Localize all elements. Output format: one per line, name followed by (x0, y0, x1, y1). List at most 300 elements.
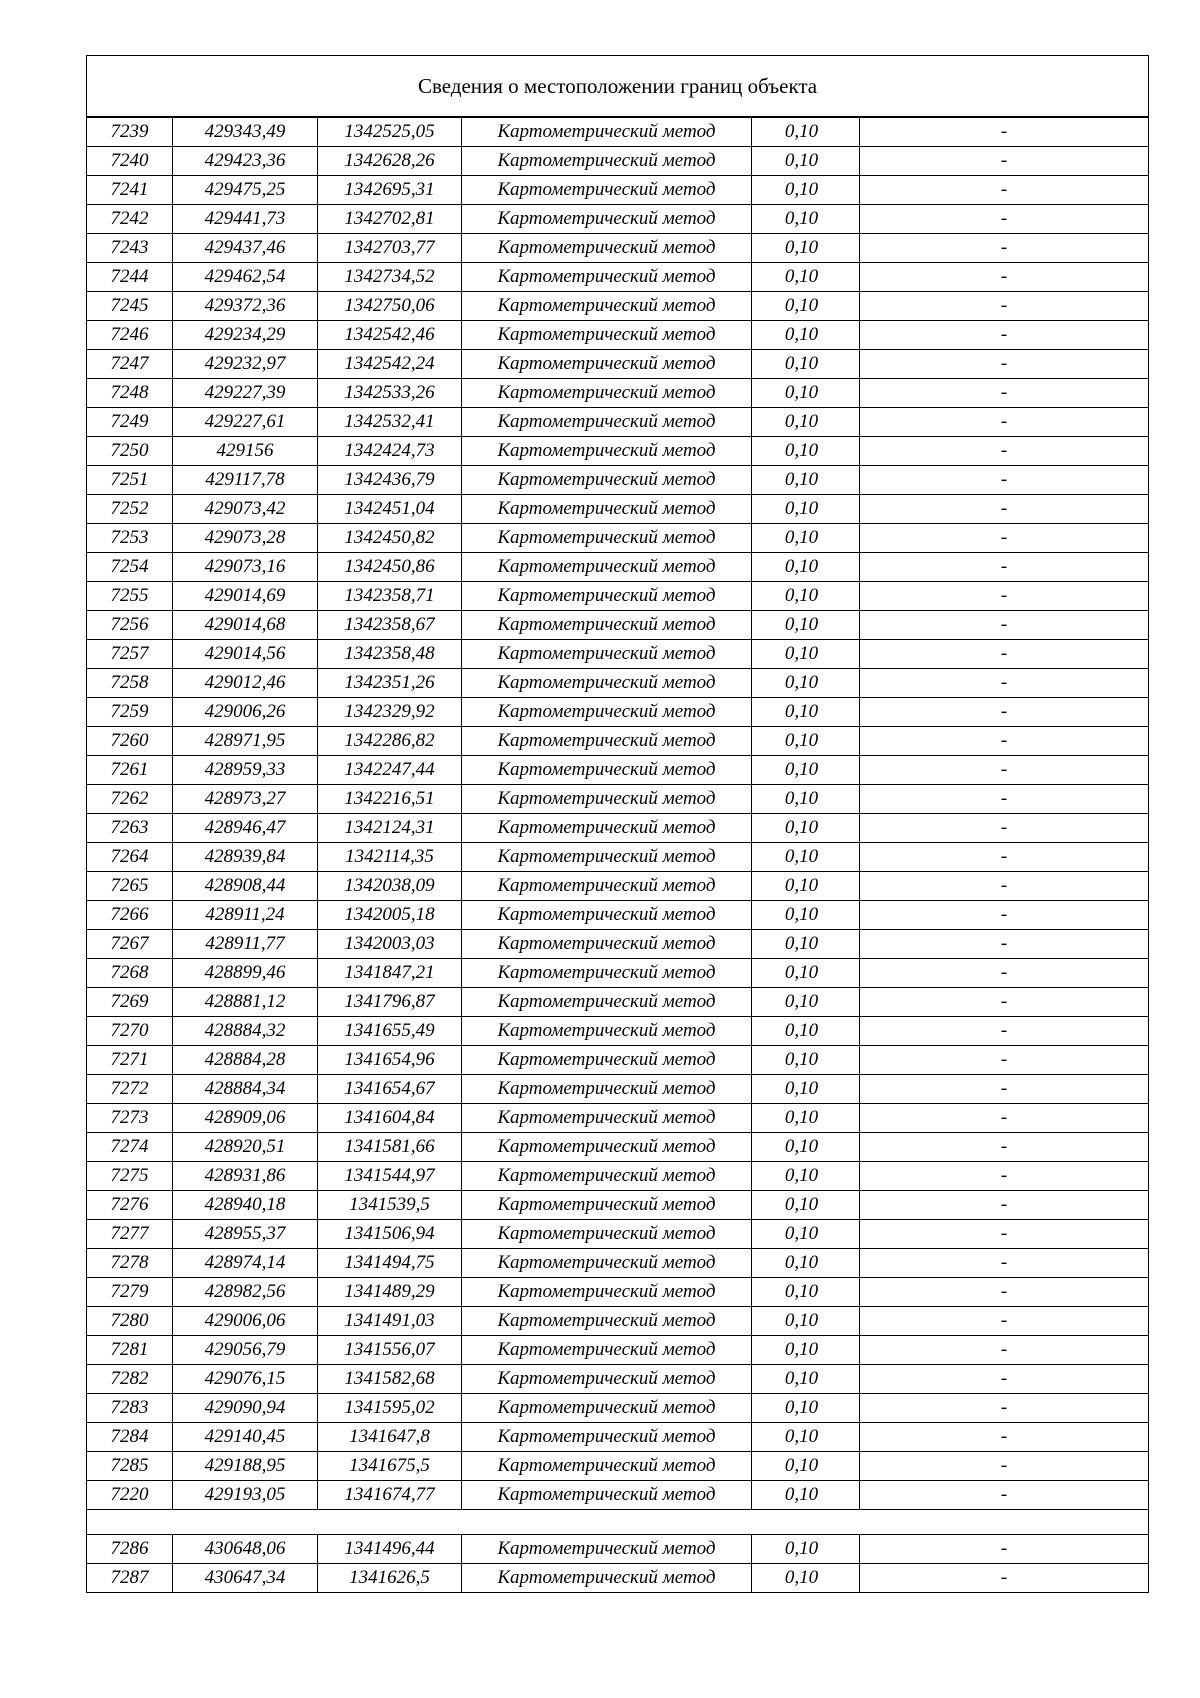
description-cell: - (860, 872, 1149, 901)
x-coordinate-cell: 428911,77 (173, 930, 318, 959)
y-coordinate-cell: 1342533,26 (318, 379, 462, 408)
x-coordinate-cell: 428940,18 (173, 1191, 318, 1220)
x-coordinate-cell: 429073,28 (173, 524, 318, 553)
table-row (87, 1017, 1149, 1046)
point-number-cell: 7246 (87, 321, 173, 350)
method-cell: Картометрический метод (462, 495, 752, 524)
method-cell: Картометрический метод (462, 1336, 752, 1365)
accuracy-cell: 0,10 (752, 1133, 860, 1162)
table-row (87, 1046, 1149, 1075)
point-number-cell: 7278 (87, 1249, 173, 1278)
accuracy-cell: 0,10 (752, 495, 860, 524)
description-cell: - (860, 698, 1149, 727)
point-number-cell: 7271 (87, 1046, 173, 1075)
x-coordinate-cell: 429227,61 (173, 408, 318, 437)
method-cell: Картометрический метод (462, 1133, 752, 1162)
method-cell: Картометрический метод (462, 640, 752, 669)
y-coordinate-cell: 1342450,86 (318, 553, 462, 582)
accuracy-cell: 0,10 (752, 234, 860, 263)
method-cell: Картометрический метод (462, 669, 752, 698)
table-title: Сведения о местоположении границ объекта (87, 56, 1149, 118)
accuracy-cell: 0,10 (752, 582, 860, 611)
x-coordinate-cell: 428939,84 (173, 843, 318, 872)
method-cell: Картометрический метод (462, 553, 752, 582)
table-row (87, 930, 1149, 959)
description-cell: - (860, 785, 1149, 814)
point-number-cell: 7243 (87, 234, 173, 263)
accuracy-cell: 0,10 (752, 1564, 860, 1593)
x-coordinate-cell: 428971,95 (173, 727, 318, 756)
x-coordinate-cell: 430648,06 (173, 1535, 318, 1564)
y-coordinate-cell: 1342734,52 (318, 263, 462, 292)
accuracy-cell: 0,10 (752, 640, 860, 669)
description-cell: - (860, 205, 1149, 234)
table-row (87, 988, 1149, 1017)
accuracy-cell: 0,10 (752, 263, 860, 292)
point-number-cell: 7274 (87, 1133, 173, 1162)
accuracy-cell: 0,10 (752, 176, 860, 205)
description-cell: - (860, 814, 1149, 843)
point-number-cell: 7270 (87, 1017, 173, 1046)
accuracy-cell: 0,10 (752, 292, 860, 321)
table-row (87, 1249, 1149, 1278)
point-number-cell: 7273 (87, 1104, 173, 1133)
x-coordinate-cell: 428973,27 (173, 785, 318, 814)
description-cell: - (860, 1191, 1149, 1220)
method-cell: Картометрический метод (462, 756, 752, 785)
table-row (87, 1162, 1149, 1191)
accuracy-cell: 0,10 (752, 379, 860, 408)
point-number-cell: 7281 (87, 1336, 173, 1365)
table-row (87, 611, 1149, 640)
point-number-cell: 7249 (87, 408, 173, 437)
method-cell: Картометрический метод (462, 292, 752, 321)
y-coordinate-cell: 1342351,26 (318, 669, 462, 698)
accuracy-cell: 0,10 (752, 321, 860, 350)
y-coordinate-cell: 1341626,5 (318, 1564, 462, 1593)
y-coordinate-cell: 1341647,8 (318, 1423, 462, 1452)
table-row (87, 466, 1149, 495)
method-cell: Картометрический метод (462, 698, 752, 727)
accuracy-cell: 0,10 (752, 1191, 860, 1220)
y-coordinate-cell: 1341556,07 (318, 1336, 462, 1365)
y-coordinate-cell: 1342695,31 (318, 176, 462, 205)
point-number-cell: 7276 (87, 1191, 173, 1220)
table-body (87, 117, 1149, 1593)
point-number-cell: 7280 (87, 1307, 173, 1336)
accuracy-cell: 0,10 (752, 408, 860, 437)
accuracy-cell: 0,10 (752, 1423, 860, 1452)
y-coordinate-cell: 1342286,82 (318, 727, 462, 756)
x-coordinate-cell: 428946,47 (173, 814, 318, 843)
method-cell: Картометрический метод (462, 263, 752, 292)
point-number-cell: 7279 (87, 1278, 173, 1307)
table-row (87, 553, 1149, 582)
accuracy-cell: 0,10 (752, 1307, 860, 1336)
y-coordinate-cell: 1342038,09 (318, 872, 462, 901)
table-row (87, 1481, 1149, 1510)
accuracy-cell: 0,10 (752, 147, 860, 176)
description-cell: - (860, 988, 1149, 1017)
accuracy-cell: 0,10 (752, 1017, 860, 1046)
description-cell: - (860, 495, 1149, 524)
table-row (87, 1535, 1149, 1564)
table-row (87, 669, 1149, 698)
x-coordinate-cell: 429462,54 (173, 263, 318, 292)
table-row (87, 1423, 1149, 1452)
description-cell: - (860, 1278, 1149, 1307)
method-cell: Картометрический метод (462, 1535, 752, 1564)
y-coordinate-cell: 1341796,87 (318, 988, 462, 1017)
x-coordinate-cell: 429012,46 (173, 669, 318, 698)
point-number-cell: 7266 (87, 901, 173, 930)
description-cell: - (860, 234, 1149, 263)
title-row (87, 56, 1149, 118)
x-coordinate-cell: 429056,79 (173, 1336, 318, 1365)
table-row (87, 756, 1149, 785)
y-coordinate-cell: 1342436,79 (318, 466, 462, 495)
x-coordinate-cell: 428959,33 (173, 756, 318, 785)
point-number-cell: 7268 (87, 959, 173, 988)
point-number-cell: 7287 (87, 1564, 173, 1593)
method-cell: Картометрический метод (462, 1249, 752, 1278)
point-number-cell: 7253 (87, 524, 173, 553)
point-number-cell: 7285 (87, 1452, 173, 1481)
point-number-cell: 7239 (87, 117, 173, 147)
accuracy-cell: 0,10 (752, 785, 860, 814)
method-cell: Картометрический метод (462, 1481, 752, 1510)
boundary-coordinates-table (86, 55, 1149, 1593)
accuracy-cell: 0,10 (752, 611, 860, 640)
y-coordinate-cell: 1341675,5 (318, 1452, 462, 1481)
description-cell: - (860, 379, 1149, 408)
x-coordinate-cell: 428982,56 (173, 1278, 318, 1307)
table-row (87, 1278, 1149, 1307)
table-row (87, 234, 1149, 263)
table-row (87, 117, 1149, 147)
y-coordinate-cell: 1342532,41 (318, 408, 462, 437)
accuracy-cell: 0,10 (752, 350, 860, 379)
method-cell: Картометрический метод (462, 1191, 752, 1220)
x-coordinate-cell: 429014,56 (173, 640, 318, 669)
point-number-cell: 7283 (87, 1394, 173, 1423)
y-coordinate-cell: 1341655,49 (318, 1017, 462, 1046)
table-row (87, 843, 1149, 872)
description-cell: - (860, 1133, 1149, 1162)
method-cell: Картометрический метод (462, 930, 752, 959)
table-row (87, 1336, 1149, 1365)
y-coordinate-cell: 1341489,29 (318, 1278, 462, 1307)
method-cell: Картометрический метод (462, 872, 752, 901)
y-coordinate-cell: 1342329,92 (318, 698, 462, 727)
table-row (87, 147, 1149, 176)
point-number-cell: 7275 (87, 1162, 173, 1191)
y-coordinate-cell: 1341582,68 (318, 1365, 462, 1394)
table-row (87, 205, 1149, 234)
method-cell: Картометрический метод (462, 437, 752, 466)
accuracy-cell: 0,10 (752, 1535, 860, 1564)
method-cell: Картометрический метод (462, 466, 752, 495)
x-coordinate-cell: 428884,34 (173, 1075, 318, 1104)
point-number-cell: 7254 (87, 553, 173, 582)
x-coordinate-cell: 429014,69 (173, 582, 318, 611)
y-coordinate-cell: 1342358,71 (318, 582, 462, 611)
x-coordinate-cell: 429423,36 (173, 147, 318, 176)
accuracy-cell: 0,10 (752, 988, 860, 1017)
description-cell: - (860, 263, 1149, 292)
accuracy-cell: 0,10 (752, 727, 860, 756)
point-number-cell: 7257 (87, 640, 173, 669)
y-coordinate-cell: 1342525,05 (318, 117, 462, 147)
method-cell: Картометрический метод (462, 727, 752, 756)
y-coordinate-cell: 1341654,96 (318, 1046, 462, 1075)
description-cell: - (860, 930, 1149, 959)
point-number-cell: 7277 (87, 1220, 173, 1249)
accuracy-cell: 0,10 (752, 669, 860, 698)
x-coordinate-cell: 429227,39 (173, 379, 318, 408)
description-cell: - (860, 611, 1149, 640)
y-coordinate-cell: 1342451,04 (318, 495, 462, 524)
description-cell: - (860, 1075, 1149, 1104)
method-cell: Картометрический метод (462, 1075, 752, 1104)
point-number-cell: 7240 (87, 147, 173, 176)
description-cell: - (860, 959, 1149, 988)
description-cell: - (860, 1365, 1149, 1394)
y-coordinate-cell: 1342702,81 (318, 205, 462, 234)
point-number-cell: 7255 (87, 582, 173, 611)
method-cell: Картометрический метод (462, 1104, 752, 1133)
x-coordinate-cell: 428909,06 (173, 1104, 318, 1133)
accuracy-cell: 0,10 (752, 1046, 860, 1075)
description-cell: - (860, 1307, 1149, 1336)
description-cell: - (860, 669, 1149, 698)
table-row (87, 437, 1149, 466)
description-cell: - (860, 524, 1149, 553)
y-coordinate-cell: 1341595,02 (318, 1394, 462, 1423)
point-number-cell: 7248 (87, 379, 173, 408)
method-cell: Картометрический метод (462, 1365, 752, 1394)
x-coordinate-cell: 429188,95 (173, 1452, 318, 1481)
point-number-cell: 7263 (87, 814, 173, 843)
point-number-cell: 7269 (87, 988, 173, 1017)
table-row (87, 524, 1149, 553)
accuracy-cell: 0,10 (752, 698, 860, 727)
x-coordinate-cell: 428931,86 (173, 1162, 318, 1191)
table-row (87, 1394, 1149, 1423)
table-row (87, 1365, 1149, 1394)
method-cell: Картометрический метод (462, 408, 752, 437)
description-cell: - (860, 1564, 1149, 1593)
table-row (87, 814, 1149, 843)
x-coordinate-cell: 429073,16 (173, 553, 318, 582)
x-coordinate-cell: 429193,05 (173, 1481, 318, 1510)
y-coordinate-cell: 1341544,97 (318, 1162, 462, 1191)
point-number-cell: 7258 (87, 669, 173, 698)
accuracy-cell: 0,10 (752, 466, 860, 495)
method-cell: Картометрический метод (462, 1394, 752, 1423)
description-cell: - (860, 1017, 1149, 1046)
x-coordinate-cell: 429475,25 (173, 176, 318, 205)
point-number-cell: 7259 (87, 698, 173, 727)
method-cell: Картометрический метод (462, 234, 752, 263)
y-coordinate-cell: 1342703,77 (318, 234, 462, 263)
accuracy-cell: 0,10 (752, 1481, 860, 1510)
point-number-cell: 7265 (87, 872, 173, 901)
description-cell: - (860, 437, 1149, 466)
accuracy-cell: 0,10 (752, 756, 860, 785)
accuracy-cell: 0,10 (752, 1220, 860, 1249)
y-coordinate-cell: 1342450,82 (318, 524, 462, 553)
accuracy-cell: 0,10 (752, 437, 860, 466)
description-cell: - (860, 292, 1149, 321)
y-coordinate-cell: 1342358,48 (318, 640, 462, 669)
x-coordinate-cell: 428908,44 (173, 872, 318, 901)
x-coordinate-cell: 428955,37 (173, 1220, 318, 1249)
description-cell: - (860, 1336, 1149, 1365)
point-number-cell: 7252 (87, 495, 173, 524)
table-row (87, 640, 1149, 669)
accuracy-cell: 0,10 (752, 553, 860, 582)
description-cell: - (860, 176, 1149, 205)
accuracy-cell: 0,10 (752, 1394, 860, 1423)
table-row (87, 959, 1149, 988)
table-row (87, 698, 1149, 727)
table-row (87, 1133, 1149, 1162)
accuracy-cell: 0,10 (752, 117, 860, 147)
accuracy-cell: 0,10 (752, 872, 860, 901)
x-coordinate-cell: 429073,42 (173, 495, 318, 524)
y-coordinate-cell: 1341674,77 (318, 1481, 462, 1510)
y-coordinate-cell: 1341491,03 (318, 1307, 462, 1336)
table-row (87, 321, 1149, 350)
point-number-cell: 7220 (87, 1481, 173, 1510)
point-number-cell: 7264 (87, 843, 173, 872)
point-number-cell: 7282 (87, 1365, 173, 1394)
accuracy-cell: 0,10 (752, 205, 860, 234)
method-cell: Картометрический метод (462, 379, 752, 408)
description-cell: - (860, 1423, 1149, 1452)
description-cell: - (860, 582, 1149, 611)
point-number-cell: 7261 (87, 756, 173, 785)
accuracy-cell: 0,10 (752, 1249, 860, 1278)
description-cell: - (860, 350, 1149, 379)
method-cell: Картометрический метод (462, 843, 752, 872)
description-cell: - (860, 640, 1149, 669)
point-number-cell: 7286 (87, 1535, 173, 1564)
x-coordinate-cell: 429140,45 (173, 1423, 318, 1452)
point-number-cell: 7242 (87, 205, 173, 234)
point-number-cell: 7245 (87, 292, 173, 321)
y-coordinate-cell: 1341604,84 (318, 1104, 462, 1133)
method-cell: Картометрический метод (462, 350, 752, 379)
description-cell: - (860, 1481, 1149, 1510)
table-row (87, 582, 1149, 611)
description-cell: - (860, 1452, 1149, 1481)
y-coordinate-cell: 1342542,24 (318, 350, 462, 379)
x-coordinate-cell: 428881,12 (173, 988, 318, 1017)
table-row (87, 901, 1149, 930)
y-coordinate-cell: 1341654,67 (318, 1075, 462, 1104)
x-coordinate-cell: 429234,29 (173, 321, 318, 350)
y-coordinate-cell: 1341847,21 (318, 959, 462, 988)
description-cell: - (860, 117, 1149, 147)
description-cell: - (860, 843, 1149, 872)
y-coordinate-cell: 1341539,5 (318, 1191, 462, 1220)
table-row (87, 727, 1149, 756)
table-row (87, 495, 1149, 524)
accuracy-cell: 0,10 (752, 1278, 860, 1307)
y-coordinate-cell: 1341496,44 (318, 1535, 462, 1564)
method-cell: Картометрический метод (462, 988, 752, 1017)
x-coordinate-cell: 429343,49 (173, 117, 318, 147)
method-cell: Картометрический метод (462, 1220, 752, 1249)
y-coordinate-cell: 1341494,75 (318, 1249, 462, 1278)
section-gap-row (87, 1510, 1149, 1535)
description-cell: - (860, 1220, 1149, 1249)
method-cell: Картометрический метод (462, 1564, 752, 1593)
point-number-cell: 7267 (87, 930, 173, 959)
y-coordinate-cell: 1342358,67 (318, 611, 462, 640)
x-coordinate-cell: 429090,94 (173, 1394, 318, 1423)
x-coordinate-cell: 429006,06 (173, 1307, 318, 1336)
table-row (87, 292, 1149, 321)
accuracy-cell: 0,10 (752, 959, 860, 988)
y-coordinate-cell: 1342124,31 (318, 814, 462, 843)
table-row (87, 1191, 1149, 1220)
table-row (87, 1452, 1149, 1481)
y-coordinate-cell: 1342542,46 (318, 321, 462, 350)
method-cell: Картометрический метод (462, 1278, 752, 1307)
method-cell: Картометрический метод (462, 582, 752, 611)
table-row (87, 1075, 1149, 1104)
x-coordinate-cell: 428884,28 (173, 1046, 318, 1075)
y-coordinate-cell: 1341581,66 (318, 1133, 462, 1162)
y-coordinate-cell: 1342216,51 (318, 785, 462, 814)
table-row (87, 408, 1149, 437)
table-row (87, 785, 1149, 814)
method-cell: Картометрический метод (462, 1017, 752, 1046)
y-coordinate-cell: 1342003,03 (318, 930, 462, 959)
method-cell: Картометрический метод (462, 1423, 752, 1452)
x-coordinate-cell: 428899,46 (173, 959, 318, 988)
description-cell: - (860, 147, 1149, 176)
x-coordinate-cell: 428884,32 (173, 1017, 318, 1046)
accuracy-cell: 0,10 (752, 1075, 860, 1104)
method-cell: Картометрический метод (462, 176, 752, 205)
table-row (87, 350, 1149, 379)
x-coordinate-cell: 428974,14 (173, 1249, 318, 1278)
description-cell: - (860, 756, 1149, 785)
table-row (87, 1564, 1149, 1593)
x-coordinate-cell: 429006,26 (173, 698, 318, 727)
method-cell: Картометрический метод (462, 205, 752, 234)
table-row (87, 176, 1149, 205)
accuracy-cell: 0,10 (752, 930, 860, 959)
point-number-cell: 7247 (87, 350, 173, 379)
y-coordinate-cell: 1342247,44 (318, 756, 462, 785)
accuracy-cell: 0,10 (752, 814, 860, 843)
point-number-cell: 7251 (87, 466, 173, 495)
point-number-cell: 7272 (87, 1075, 173, 1104)
y-coordinate-cell: 1342005,18 (318, 901, 462, 930)
method-cell: Картометрический метод (462, 611, 752, 640)
accuracy-cell: 0,10 (752, 1452, 860, 1481)
x-coordinate-cell: 429014,68 (173, 611, 318, 640)
table-row (87, 263, 1149, 292)
accuracy-cell: 0,10 (752, 1365, 860, 1394)
accuracy-cell: 0,10 (752, 901, 860, 930)
method-cell: Картометрический метод (462, 959, 752, 988)
